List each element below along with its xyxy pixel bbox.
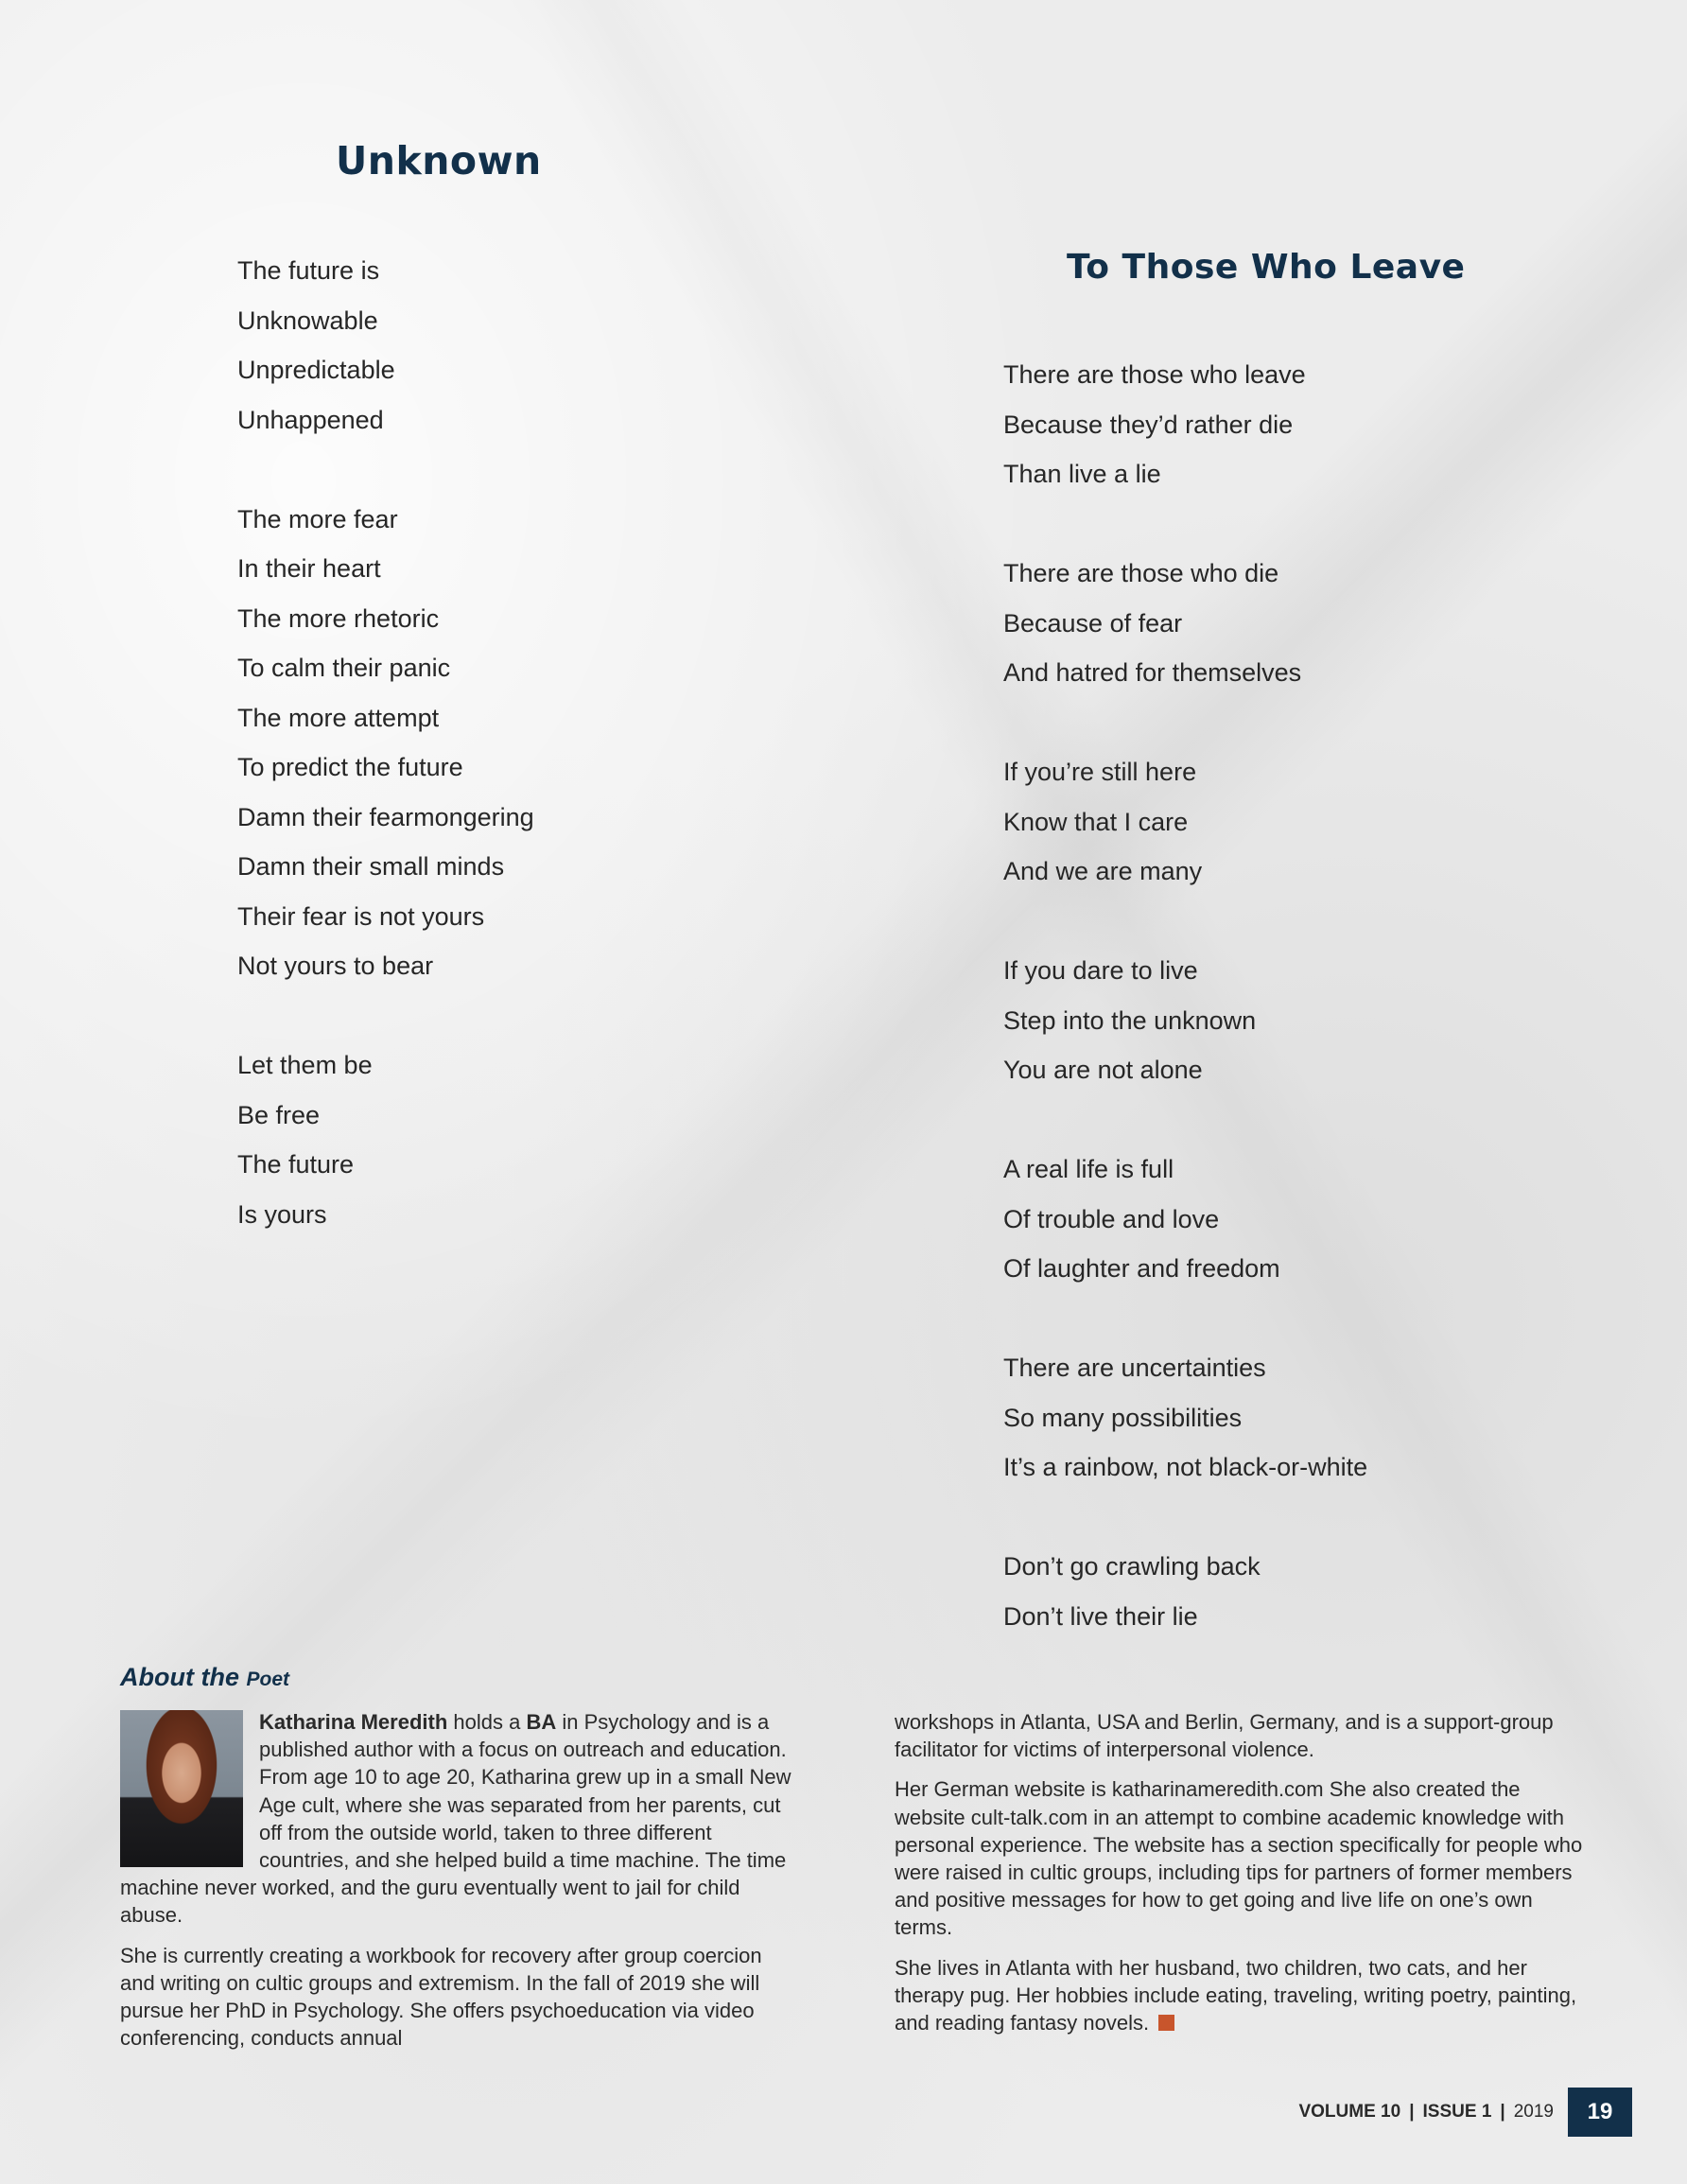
poem-line: Damn their small minds <box>237 852 505 881</box>
footer-year: 2019 <box>1513 2102 1554 2122</box>
poem-unknown <box>237 246 534 1239</box>
poem-stanza <box>237 246 534 445</box>
page-number: 19 <box>1568 2088 1632 2137</box>
poem-stanza <box>1003 549 1367 698</box>
bio-paragraph-4: Her German website is katharinameredith.com She also created the website cult-talk.com in an attempt to combine academic knowledge with personal experience. The website has a section specifically for people who were raised in cultic groups, including tips for partners of former members and positive messages for how to get going and live life on one’s own terms. <box>895 1777 1583 1940</box>
poem-line: Is yours <box>237 1199 327 1229</box>
poem-line: There are those who leave <box>1003 360 1306 389</box>
poem-line: A real life is full <box>1003 1155 1174 1183</box>
bio-column-right <box>895 1708 1585 2049</box>
poem-line: And we are many <box>1003 857 1203 885</box>
poem-line: If you’re still here <box>1003 758 1197 786</box>
poem-line: Let them be <box>237 1051 373 1079</box>
footer-separator: | <box>1500 2102 1505 2122</box>
bio-paragraph-3: workshops in Atlanta, USA and Berlin, Germany, and is a support-group facilitator for victims of interpersonal violence. <box>895 1710 1554 1762</box>
poem-line: Don’t live their lie <box>1003 1601 1198 1631</box>
poem-line: In their heart <box>237 554 381 583</box>
poem-stanza <box>1003 1343 1367 1493</box>
poem-line: There are uncertainties <box>1003 1354 1266 1382</box>
bio-p1-text-a: holds a <box>447 1710 527 1734</box>
bio-p1-text-b: in Psychology and is a published author with a focus on outreach and education. From age 10 to age 20, Katharina grew up in a small New Age cult, where she was separated from her parents, cut off from the outside world, taken to three different countries, and she helped build a time machine. The time machine never worked, and the guru eventually went to jail for child abuse. <box>120 1710 791 1928</box>
poem-line: Of trouble and love <box>1003 1204 1220 1233</box>
poem-line: Unhappened <box>237 405 384 434</box>
bio-paragraph-2: She is currently creating a workbook for recovery after group coercion and writing on cultic groups and extremism. In the fall of 2019 she will pursue her PhD in Psychology. She offers psychoeducation via video conferencing, conducts annual <box>120 1943 762 2051</box>
poem-line: If you dare to live <box>1003 956 1198 985</box>
poem-title-unknown: Unknown <box>336 138 542 183</box>
poem-line: There are those who die <box>1003 559 1279 587</box>
poem-line: Of laughter and freedom <box>1003 1254 1280 1283</box>
bio-column-left <box>120 1708 796 2064</box>
poem-line: Unknowable <box>237 306 378 335</box>
poem-line: The more attempt <box>237 703 440 732</box>
poem-line: To predict the future <box>237 753 463 781</box>
poem-line: Be free <box>237 1100 321 1129</box>
poem-line: Because they’d rather die <box>1003 410 1294 439</box>
poem-line: The future is <box>237 256 380 285</box>
poem-to-those-who-leave <box>1003 350 1367 1641</box>
poem-line: The more fear <box>237 504 398 533</box>
poem-line: Damn their fearmongering <box>237 802 534 831</box>
poem-line: Don’t go crawling back <box>1003 1552 1261 1581</box>
poem-stanza <box>1003 350 1367 499</box>
poem-stanza <box>1003 946 1367 1095</box>
poem-stanza <box>1003 1144 1367 1294</box>
page-footer <box>1298 2088 1632 2137</box>
poem-line: It’s a rainbow, not black-or-white <box>1003 1453 1368 1481</box>
poem-line: The future <box>237 1150 355 1179</box>
poem-line: Than live a lie <box>1003 460 1161 488</box>
poem-line: Their fear is not yours <box>237 901 485 931</box>
poem-stanza <box>1003 1542 1367 1641</box>
footer-issue: ISSUE 1 <box>1422 2102 1492 2122</box>
about-heading-small: Poet <box>246 1669 290 1690</box>
author-portrait <box>120 1710 243 1867</box>
poem-line: Unpredictable <box>237 356 395 384</box>
poem-line: And hatred for themselves <box>1003 658 1302 687</box>
bio-paragraph-5 <box>895 1954 1585 2037</box>
author-degree: BA <box>526 1710 557 1734</box>
poem-stanza <box>1003 747 1367 897</box>
footer-volume: VOLUME 10 <box>1298 2102 1401 2122</box>
footer-separator: | <box>1409 2102 1415 2122</box>
poem-line: Not yours to bear <box>237 952 434 980</box>
poem-line: Step into the unknown <box>1003 1005 1257 1035</box>
poem-line: So many possibilities <box>1003 1403 1243 1432</box>
poem-title-to-those-who-leave: To Those Who Leave <box>1067 248 1466 287</box>
author-name: Katharina Meredith <box>259 1710 448 1734</box>
poem-line: Because of fear <box>1003 608 1183 638</box>
poem-line: You are not alone <box>1003 1056 1203 1084</box>
poem-line: To calm their panic <box>237 654 451 682</box>
poem-stanza <box>237 1040 534 1239</box>
about-the-poet-heading <box>120 1663 289 1692</box>
poem-line: The more rhetoric <box>237 603 440 633</box>
bio-p5-text: She lives in Atlanta with her husband, two children, two cats, and her therapy pug. Her hobbies include eating, traveling, writing poetry, painting, and reading fantasy novels. <box>895 1955 1577 2035</box>
end-of-article-mark <box>1158 2015 1174 2031</box>
poem-stanza <box>237 495 534 991</box>
about-heading-main: About the <box>120 1663 239 1691</box>
poem-line: Know that I care <box>1003 807 1189 836</box>
